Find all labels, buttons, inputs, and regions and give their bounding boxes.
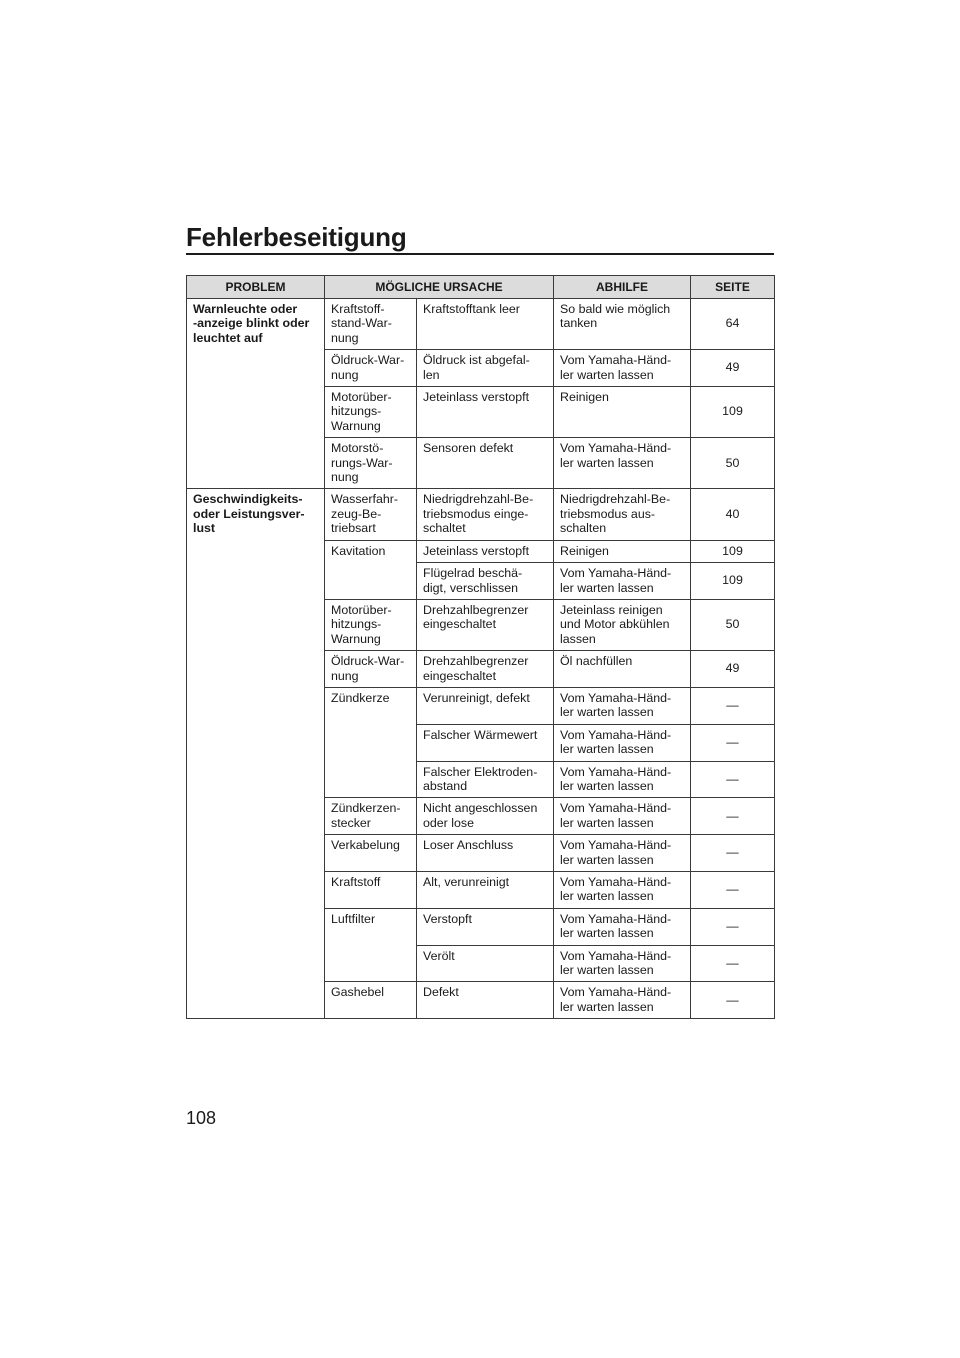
table-row bbox=[187, 299, 775, 350]
cause-detail-cell: Kraftstofftank leer bbox=[417, 299, 554, 350]
remedy-cell: Vom Yamaha-Händ- ler warten lassen bbox=[554, 687, 691, 724]
remedy-cell: Vom Yamaha-Händ- ler warten lassen bbox=[554, 835, 691, 872]
page-ref-cell: 50 bbox=[691, 438, 775, 489]
page-ref-cell: 64 bbox=[691, 299, 775, 350]
header-remedy: ABHILFE bbox=[554, 276, 691, 299]
header-cause: MÖGLICHE URSACHE bbox=[325, 276, 554, 299]
title-rule bbox=[186, 253, 774, 255]
remedy-cell: Vom Yamaha-Händ- ler warten lassen bbox=[554, 908, 691, 945]
header-page: SEITE bbox=[691, 276, 775, 299]
cause-detail-cell: Flügelrad beschä- digt, verschlissen bbox=[417, 563, 554, 600]
header-problem: PROBLEM bbox=[187, 276, 325, 299]
page-ref-cell: — bbox=[691, 687, 775, 724]
page-ref-cell: 49 bbox=[691, 350, 775, 387]
cause-cell: Zündkerze bbox=[325, 687, 417, 797]
cause-detail-cell: Niedrigdrehzahl-Be- triebsmodus einge- schaltet bbox=[417, 489, 554, 540]
page-ref-cell: — bbox=[691, 761, 775, 798]
page-ref-cell: 109 bbox=[691, 387, 775, 438]
cause-detail-cell: Nicht angeschlossen oder lose bbox=[417, 798, 554, 835]
page-ref-cell: 40 bbox=[691, 489, 775, 540]
cause-cell: Motorüber- hitzungs- Warnung bbox=[325, 599, 417, 650]
cause-detail-cell: Drehzahlbegrenzer eingeschaltet bbox=[417, 651, 554, 688]
cause-cell: Öldruck-War- nung bbox=[325, 350, 417, 387]
remedy-cell: Öl nachfüllen bbox=[554, 651, 691, 688]
remedy-cell: Vom Yamaha-Händ- ler warten lassen bbox=[554, 761, 691, 798]
table-row bbox=[187, 489, 775, 540]
page-ref-cell: 50 bbox=[691, 599, 775, 650]
page-ref-cell: — bbox=[691, 908, 775, 945]
page-ref-cell: 49 bbox=[691, 651, 775, 688]
page-ref-cell: — bbox=[691, 945, 775, 982]
cause-detail-cell: Falscher Wärmewert bbox=[417, 724, 554, 761]
cause-detail-cell: Verstopft bbox=[417, 908, 554, 945]
remedy-cell: Vom Yamaha-Händ- ler warten lassen bbox=[554, 563, 691, 600]
table-body bbox=[187, 299, 775, 1019]
cause-cell: Motorstö- rungs-War- nung bbox=[325, 438, 417, 489]
problem-cell: Geschwindigkeits- oder Leistungsver- lust bbox=[187, 489, 325, 1019]
troubleshooting-table bbox=[186, 275, 775, 1019]
remedy-cell: Vom Yamaha-Händ- ler warten lassen bbox=[554, 438, 691, 489]
page-number: 108 bbox=[186, 1108, 217, 1128]
remedy-cell: Vom Yamaha-Händ- ler warten lassen bbox=[554, 872, 691, 909]
page-ref-cell: — bbox=[691, 798, 775, 835]
table-header-row bbox=[187, 276, 775, 299]
cause-detail-cell: Jeteinlass verstopft bbox=[417, 540, 554, 562]
cause-cell: Kavitation bbox=[325, 540, 417, 599]
cause-detail-cell: Sensoren defekt bbox=[417, 438, 554, 489]
remedy-cell: Reinigen bbox=[554, 540, 691, 562]
troubleshooting-table-container bbox=[186, 275, 774, 1019]
cause-detail-cell: Drehzahlbegrenzer eingeschaltet bbox=[417, 599, 554, 650]
cause-cell: Kraftstoff- stand-War- nung bbox=[325, 299, 417, 350]
cause-cell: Luftfilter bbox=[325, 908, 417, 982]
cause-cell: Gashebel bbox=[325, 982, 417, 1019]
cause-detail-cell: Verölt bbox=[417, 945, 554, 982]
page-ref-cell: — bbox=[691, 724, 775, 761]
cause-detail-cell: Defekt bbox=[417, 982, 554, 1019]
remedy-cell: Jeteinlass reinigen und Motor abkühlen lassen bbox=[554, 599, 691, 650]
cause-detail-cell: Alt, verunreinigt bbox=[417, 872, 554, 909]
page-ref-cell: 109 bbox=[691, 540, 775, 562]
problem-cell: Warnleuchte oder -anzeige blinkt oder leuchtet auf bbox=[187, 299, 325, 489]
remedy-cell: Vom Yamaha-Händ- ler warten lassen bbox=[554, 798, 691, 835]
cause-cell: Zündkerzen- stecker bbox=[325, 798, 417, 835]
cause-detail-cell: Verunreinigt, defekt bbox=[417, 687, 554, 724]
remedy-cell: So bald wie möglich tanken bbox=[554, 299, 691, 350]
cause-cell: Kraftstoff bbox=[325, 872, 417, 909]
page-ref-cell: — bbox=[691, 835, 775, 872]
cause-detail-cell: Jeteinlass verstopft bbox=[417, 387, 554, 438]
page-ref-cell: 109 bbox=[691, 563, 775, 600]
remedy-cell: Niedrigdrehzahl-Be- triebsmodus aus- schalten bbox=[554, 489, 691, 540]
remedy-cell: Vom Yamaha-Händ- ler warten lassen bbox=[554, 982, 691, 1019]
cause-cell: Öldruck-War- nung bbox=[325, 651, 417, 688]
remedy-cell: Reinigen bbox=[554, 387, 691, 438]
cause-detail-cell: Falscher Elektroden- abstand bbox=[417, 761, 554, 798]
page-ref-cell: — bbox=[691, 982, 775, 1019]
remedy-cell: Vom Yamaha-Händ- ler warten lassen bbox=[554, 945, 691, 982]
cause-cell: Wasserfahr- zeug-Be- triebsart bbox=[325, 489, 417, 540]
cause-detail-cell: Öldruck ist abgefal- len bbox=[417, 350, 554, 387]
remedy-cell: Vom Yamaha-Händ- ler warten lassen bbox=[554, 350, 691, 387]
page-title: Fehlerbeseitigung bbox=[186, 222, 407, 252]
cause-cell: Verkabelung bbox=[325, 835, 417, 872]
page-ref-cell: — bbox=[691, 872, 775, 909]
cause-detail-cell: Loser Anschluss bbox=[417, 835, 554, 872]
cause-cell: Motorüber- hitzungs- Warnung bbox=[325, 387, 417, 438]
remedy-cell: Vom Yamaha-Händ- ler warten lassen bbox=[554, 724, 691, 761]
